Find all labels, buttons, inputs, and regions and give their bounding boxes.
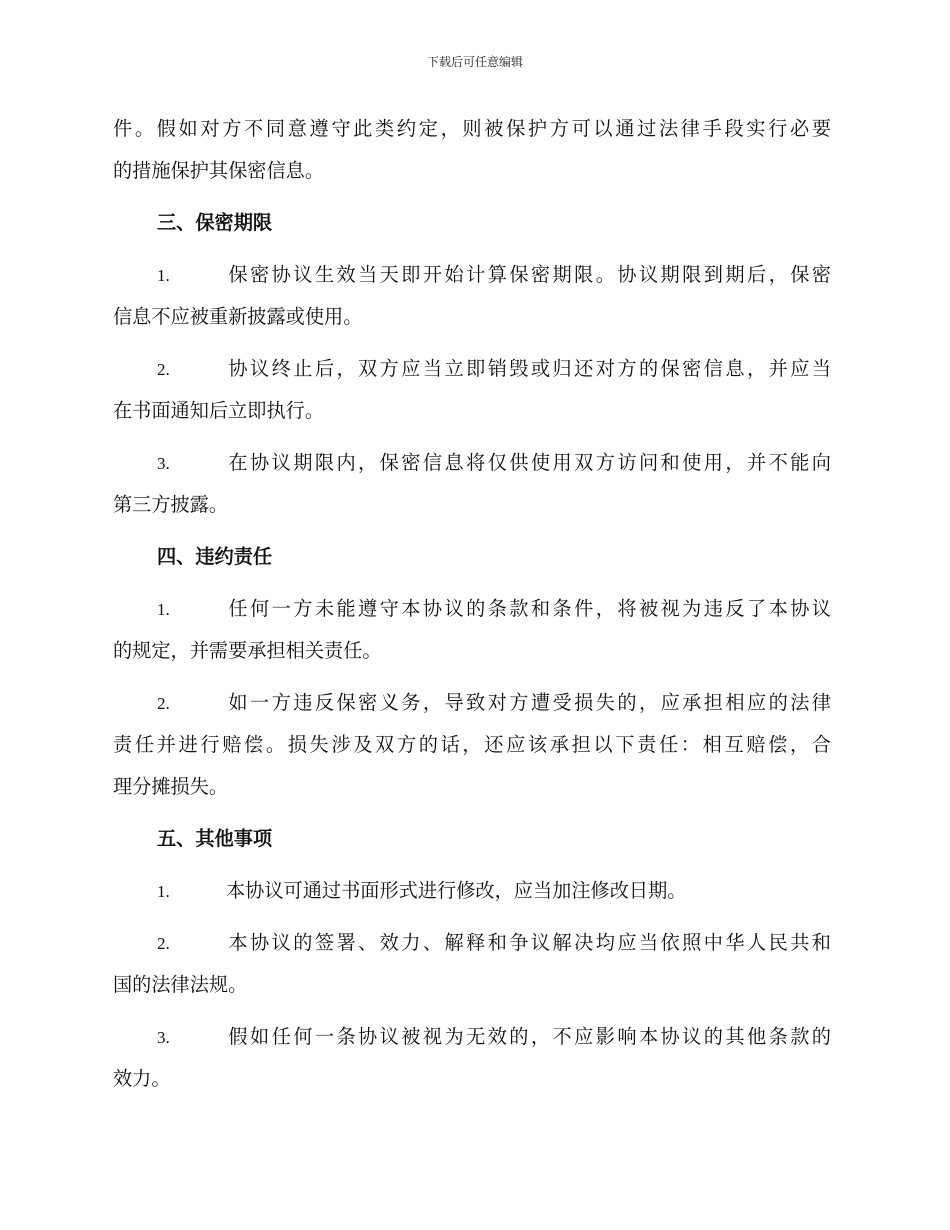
clause-number: 3. — [157, 454, 170, 473]
clause-number: 2. — [157, 360, 170, 379]
paragraph-line: 件。假如对方不同意遵守此类约定，则被保护方可以通过法律手段实行必要 — [113, 117, 831, 140]
clause-text: 责任并进行赔偿。损失涉及双方的话，还应该承担以下责任：相互赔偿，合 — [113, 733, 831, 756]
paragraph-line: 的措施保护其保密信息。 — [113, 159, 325, 182]
clause-number: 2. — [157, 694, 170, 713]
clause-number: 1. — [157, 600, 170, 619]
clause-number: 1. — [157, 266, 170, 285]
clause — [113, 254, 831, 338]
clause-text: 理分摊损失。 — [113, 775, 229, 798]
clause-text: 在书面通知后立即执行。 — [113, 399, 325, 422]
clause-text: 第三方披露。 — [113, 493, 229, 516]
section-heading: 三、保密期限 — [157, 211, 273, 234]
clause-text: 效力。 — [113, 1067, 171, 1090]
clause-number: 3. — [157, 1028, 170, 1047]
clause-text: 本协议的签署、效力、解释和争议解决均应当依照中华人民共和 — [226, 931, 831, 954]
clause — [113, 870, 831, 912]
section-heading: 四、违约责任 — [157, 545, 273, 568]
intro-paragraph — [113, 108, 831, 192]
clause — [113, 1016, 831, 1100]
clause-text: 在协议期限内，保密信息将仅供使用双方访问和使用，并不能向 — [226, 451, 831, 474]
clause-number: 1. — [157, 882, 170, 901]
clause-text: 如一方违反保密义务，导致对方遭受损失的，应承担相应的法律 — [226, 691, 831, 714]
document-body — [113, 108, 831, 1100]
section-heading: 五、其他事项 — [157, 827, 273, 850]
clause-text: 任何一方未能遵守本协议的条款和条件，将被视为违反了本协议 — [226, 597, 831, 620]
clause-text: 保密协议生效当天即开始计算保密期限。协议期限到期后，保密 — [226, 263, 831, 286]
clause-text: 假如任何一条协议被视为无效的，不应影响本协议的其他条款的 — [226, 1025, 831, 1048]
clause — [113, 682, 831, 808]
clause — [113, 348, 831, 432]
clause-text: 国的法律法规。 — [113, 973, 248, 996]
clause — [113, 588, 831, 672]
clause-text: 的规定，并需要承担相关责任。 — [113, 639, 382, 662]
clause — [113, 442, 831, 526]
clause-text: 信息不应被重新披露或使用。 — [113, 305, 363, 328]
clause-text: 本协议可通过书面形式进行修改，应当加注修改日期。 — [226, 879, 687, 902]
page-header: 下载后可任意编辑 — [426, 55, 523, 69]
clause-number: 2. — [157, 934, 170, 953]
clause — [113, 922, 831, 1006]
clause-text: 协议终止后，双方应当立即销毁或归还对方的保密信息，并应当 — [226, 357, 831, 380]
